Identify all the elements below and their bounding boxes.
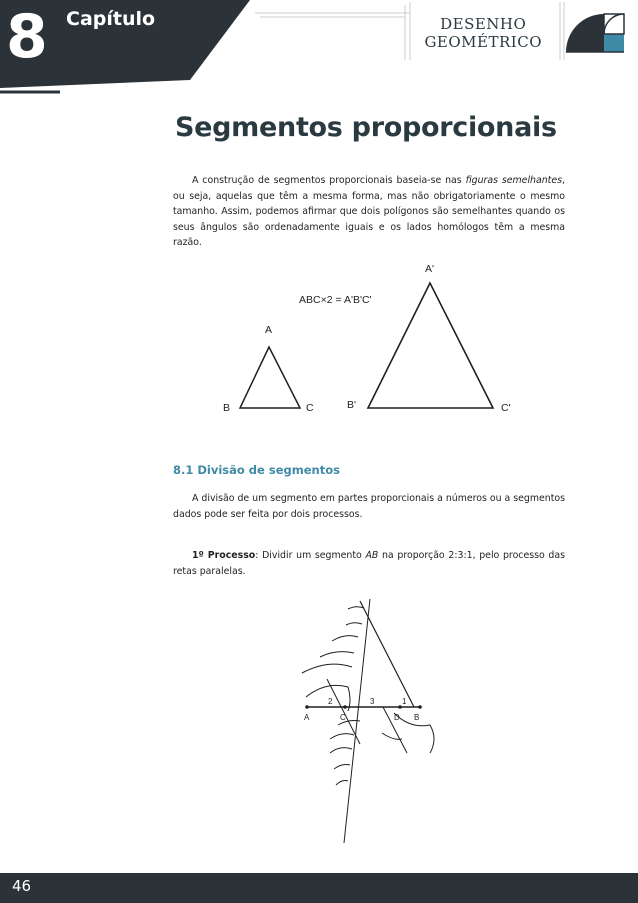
part-1-label: 1: [402, 697, 407, 706]
process-segment: AB: [365, 550, 379, 561]
parallel-line-b: [360, 601, 414, 707]
vertex-a-label: A: [265, 324, 273, 336]
process-text-2: na proporção 2:3:1, pelo processo das retas paralelas.: [173, 550, 565, 577]
vertex-c-label: C: [306, 402, 314, 414]
triangle-abc: [240, 347, 300, 408]
intro-emphasis: figuras semelhantes: [465, 175, 563, 186]
section-heading: 8.1 Divisão de segmentos: [173, 463, 340, 477]
chapter-label: Capítulo: [66, 8, 156, 30]
intro-text-1: A construção de segmentos proporcionais baseia-se nas: [192, 175, 466, 186]
process-label: 1º Processo: [192, 550, 256, 561]
triangle-abc-prime: [368, 283, 493, 408]
vertex-b-prime-label: B': [347, 399, 357, 411]
intro-paragraph: [173, 173, 565, 251]
page-header: [0, 0, 638, 95]
brand-line-1: DESENHO: [440, 15, 527, 33]
brand-line-2: GEOMÉTRICO: [424, 33, 542, 51]
page-number: 46: [12, 877, 32, 895]
segment-division-figure: [290, 593, 460, 848]
section-paragraph: A divisão de um segmento em partes proporcionais a números ou a segmentos dados pode ser feita por dois processos.: [173, 493, 565, 520]
process-text-1: : Dividir um segmento: [255, 550, 366, 561]
point-d-label: D: [394, 713, 400, 722]
vertex-a-prime-label: A': [425, 263, 435, 275]
vertex-b-label: B: [223, 402, 231, 414]
chapter-number: 8: [6, 2, 48, 72]
vertex-c-prime-label: C': [501, 402, 511, 414]
part-3-label: 3: [370, 697, 375, 706]
similar-triangles-figure: [210, 255, 530, 420]
part-2-label: 2: [328, 697, 333, 706]
point-c-label: C: [340, 713, 346, 722]
page-title: Segmentos proporcionais: [175, 112, 557, 143]
point-b-label: B: [414, 713, 420, 722]
point-a-label: A: [304, 713, 310, 722]
page-footer: [0, 873, 638, 903]
brand-title: [424, 15, 542, 51]
intro-text-2: , ou seja, aquelas que têm a mesma forma, mas não obrigatoriamente o mesmo tamanho. Assim, podemos afirmar que dois polígonos são semelhantes quando os seus ângulos são ordenadamente iguais e os lados homólogos têm a mesma razão.: [173, 175, 565, 249]
process-paragraph: [173, 548, 565, 579]
equation-label: ABC×2 = A'B'C': [299, 294, 372, 306]
